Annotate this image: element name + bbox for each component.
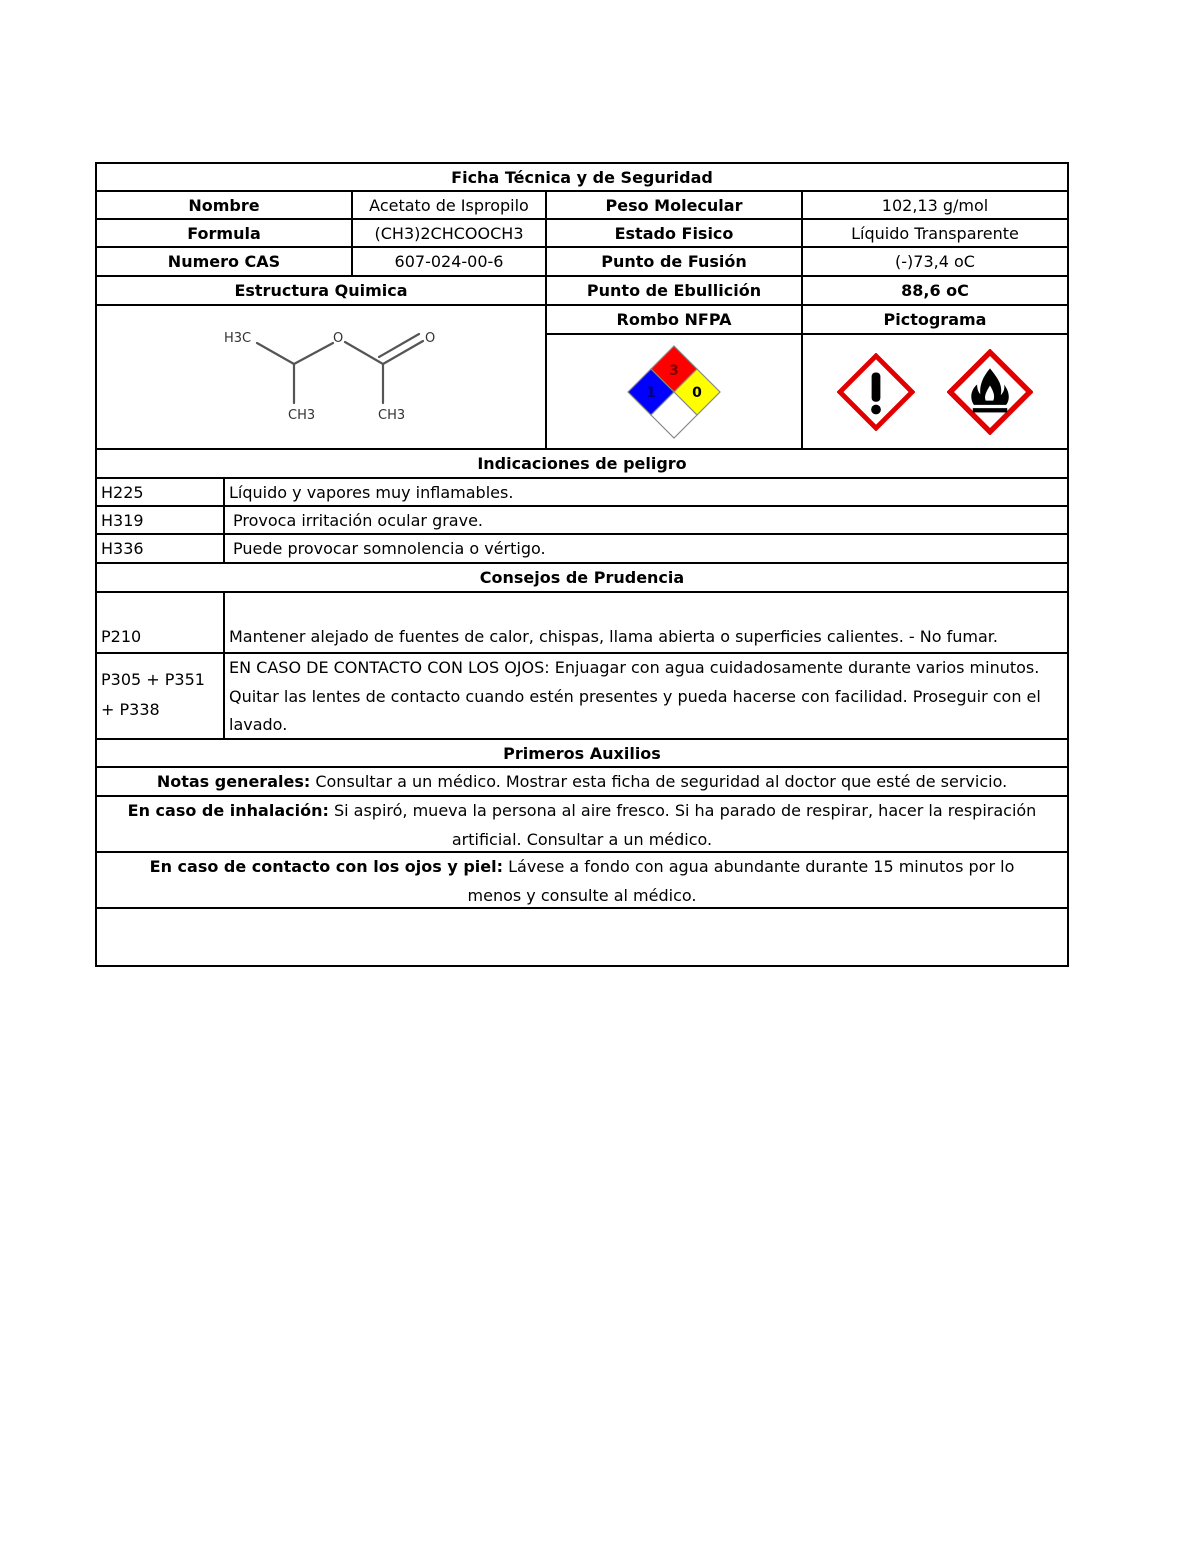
nfpa-diamond-cell: [545, 333, 803, 450]
sheet-title: Ficha Técnica y de Seguridad: [95, 162, 1069, 192]
atom-oxygen-ester: O: [333, 331, 344, 346]
atom-oxygen-carbonyl: O: [425, 331, 436, 346]
formula-value: (CH3)2CHCOOCH3: [351, 218, 547, 248]
fusion-value: (-)73,4 oC: [801, 246, 1069, 277]
formula-label: Formula: [95, 218, 353, 248]
hazard-code: H336: [95, 533, 225, 564]
hazard-text: Puede provocar somnolencia o vértigo.: [223, 533, 1069, 564]
first-aid-inhalation-text: Si aspiró, mueva la persona al aire fresco. Si ha parado de respirar, hacer la respiración artificial. Consultar a un médico.: [328, 801, 1037, 849]
nfpa-reactivity-value: 0: [692, 384, 702, 401]
pictograma-label: Pictograma: [801, 304, 1069, 335]
first-aid-header: Primeros Auxilios: [95, 738, 1069, 768]
first-aid-inhalation-label: En caso de inhalación:: [127, 801, 329, 820]
chemical-structure-cell: [95, 304, 547, 450]
nfpa-flammability-value: 3: [669, 362, 679, 379]
ebullicion-value: 88,6 oC: [801, 275, 1069, 306]
fusion-label: Punto de Fusión: [545, 246, 803, 277]
precaution-code-text: P210: [101, 627, 142, 646]
cas-label: Numero CAS: [95, 246, 353, 277]
rombo-label: Rombo NFPA: [545, 304, 803, 335]
precaution-code: P305 + P351 + P338: [95, 652, 225, 740]
precaution-text: EN CASO DE CONTACTO CON LOS OJOS: Enjuagar con agua cuidadosamente durante varios minutos. Quitar las lentes de contacto cuando estén presentes y pueda hacerse con facilidad. Proseguir con el lavado.: [223, 652, 1069, 740]
estado-label: Estado Fisico: [545, 218, 803, 248]
hazard-code: H225: [95, 477, 225, 507]
first-aid-eyes-skin-label: En caso de contacto con los ojos y piel:: [149, 857, 504, 876]
nombre-value: Acetato de Ispropilo: [351, 190, 547, 220]
first-aid-general-label: Notas generales:: [156, 772, 311, 791]
first-aid-general: [95, 766, 1069, 797]
precautions-header: Consejos de Prudencia: [95, 562, 1069, 593]
precaution-code: [95, 591, 225, 654]
atom-ch3-isopropyl: CH3: [288, 408, 316, 423]
chemical-structure-drawing: [97, 306, 545, 448]
pictogram-cell: [801, 333, 1069, 450]
precaution-text: [223, 591, 1069, 654]
nfpa-health-value: 1: [646, 384, 656, 401]
hazard-code: H319: [95, 505, 225, 535]
first-aid-general-text: Consultar a un médico. Mostrar esta ficha de seguridad al doctor que esté de servicio.: [310, 772, 1008, 791]
ebullicion-label: Punto de Ebullición: [545, 275, 803, 306]
cas-value: 607-024-00-6: [351, 246, 547, 277]
safety-data-sheet: [95, 162, 1069, 967]
first-aid-eyes-skin: [95, 851, 1069, 909]
precaution-text-content: Mantener alejado de fuentes de calor, chispas, llama abierta o superficies calientes. - No fumar.: [229, 626, 998, 646]
empty-footer-cell: [95, 907, 1069, 967]
peso-label: Peso Molecular: [545, 190, 803, 220]
first-aid-inhalation: [95, 795, 1069, 853]
nfpa-diamond: [624, 342, 724, 442]
flame-pictogram-icon: [947, 349, 1033, 435]
exclamation-mark-pictogram-icon: [837, 353, 915, 431]
nombre-label: Nombre: [95, 190, 353, 220]
hazard-text: Provoca irritación ocular grave.: [223, 505, 1069, 535]
hazards-header: Indicaciones de peligro: [95, 448, 1069, 479]
peso-value: 102,13 g/mol: [801, 190, 1069, 220]
first-aid-eyes-skin-text: Lávese a fondo con agua abundante durante 15 minutos por lo menos y consulte al médico.: [467, 857, 1015, 905]
estado-value: Líquido Transparente: [801, 218, 1069, 248]
estructura-label: Estructura Quimica: [95, 275, 547, 306]
hazard-text: Líquido y vapores muy inflamables.: [223, 477, 1069, 507]
atom-ch3-acetyl: CH3: [378, 408, 406, 423]
atom-h3c: H3C: [224, 331, 252, 346]
